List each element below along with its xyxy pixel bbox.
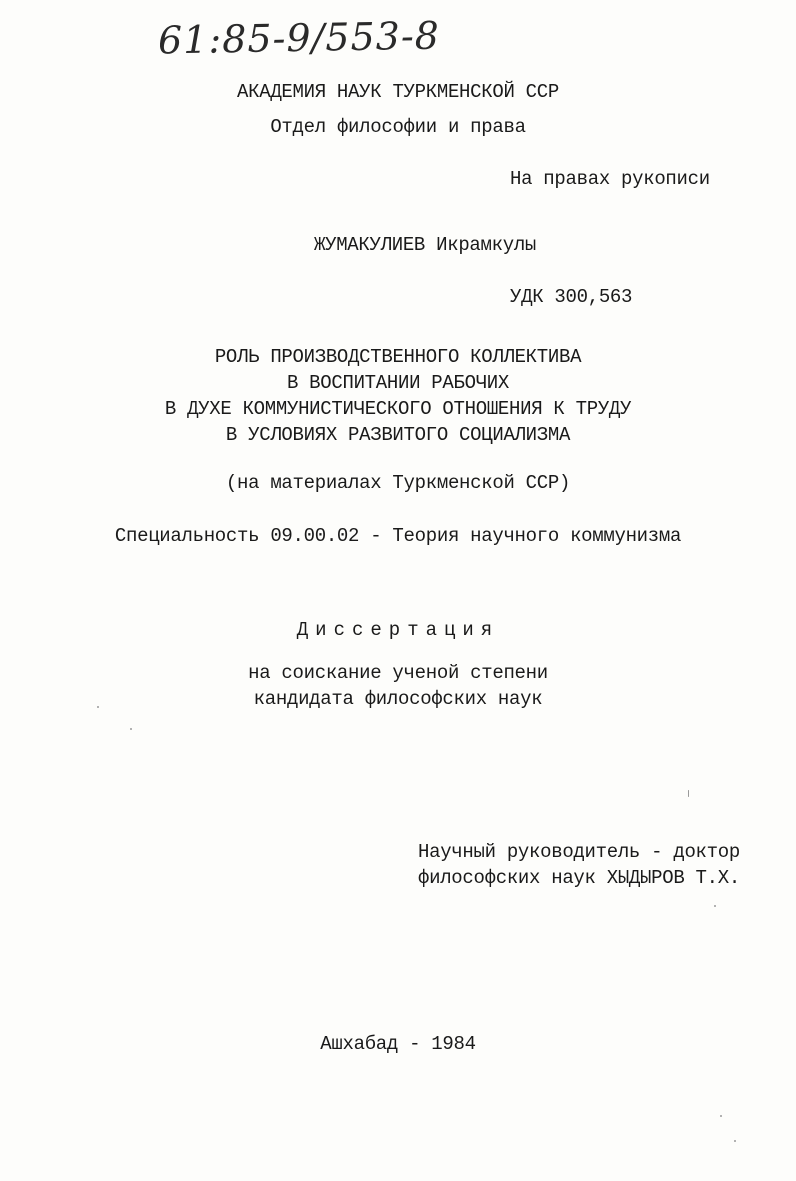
supervisor-line: Научный руководитель - доктор bbox=[418, 841, 740, 863]
specialty: Специальность 09.00.02 - Теория научного коммунизма bbox=[114, 525, 682, 547]
place-year: Ашхабад - 1984 bbox=[320, 1033, 476, 1055]
author-name: ЖУМАКУЛИЕВ Икрамкулы bbox=[314, 234, 537, 256]
scan-speck bbox=[97, 706, 99, 708]
document-type: Диссертация bbox=[296, 619, 500, 641]
scan-speck bbox=[714, 905, 716, 907]
handwritten-archive-number: 61:85-9/553-8 bbox=[157, 13, 441, 63]
title-line: В ВОСПИТАНИИ РАБОЧИХ bbox=[286, 372, 510, 394]
scan-speck bbox=[688, 790, 689, 797]
scan-speck bbox=[734, 1140, 736, 1142]
degree-line: кандидата философских наук bbox=[253, 688, 543, 710]
udc-code: УДК 300,563 bbox=[510, 286, 633, 308]
academy-name: АКАДЕМИЯ НАУК ТУРКМЕНСКОЙ ССР bbox=[237, 81, 559, 103]
manuscript-rights: На правах рукописи bbox=[510, 168, 710, 190]
subtitle: (на материалах Туркменской ССР) bbox=[225, 472, 571, 494]
degree-line: на соискание ученой степени bbox=[248, 662, 548, 684]
scan-speck bbox=[130, 728, 132, 730]
supervisor-line: философских наук ХЫДЫРОВ Т.Х. bbox=[418, 867, 740, 889]
title-line: В УСЛОВИЯХ РАЗВИТОГО СОЦИАЛИЗМА bbox=[225, 424, 571, 446]
scan-speck bbox=[720, 1115, 722, 1117]
department-name: Отдел философии и права bbox=[270, 116, 526, 138]
title-line: В ДУХЕ КОММУНИСТИЧЕСКОГО ОТНОШЕНИЯ К ТРУДУ bbox=[164, 398, 632, 420]
title-line: РОЛЬ ПРОИЗВОДСТВЕННОГО КОЛЛЕКТИВА bbox=[214, 346, 582, 368]
